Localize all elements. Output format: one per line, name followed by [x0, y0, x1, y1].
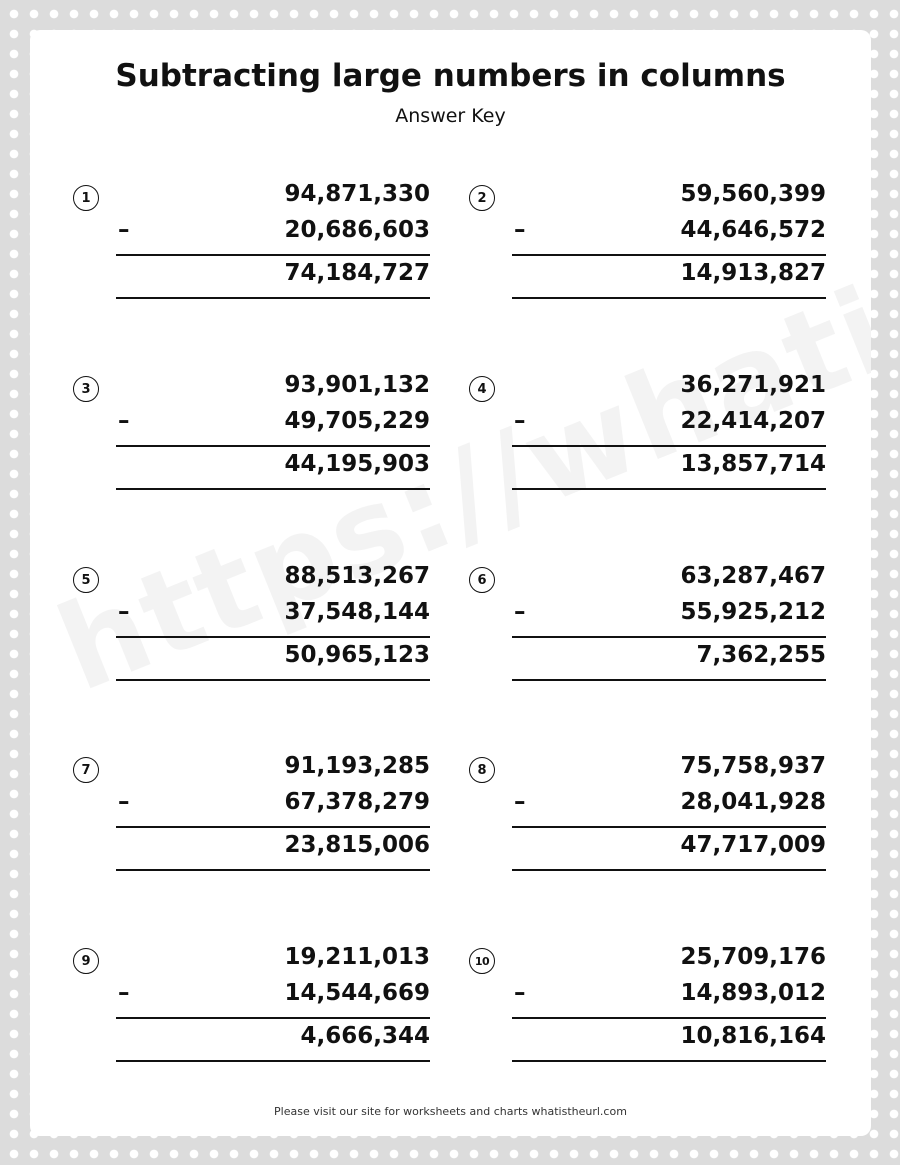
minuend: 91,193,285: [284, 753, 430, 779]
problem-number-badge: 3: [73, 376, 99, 402]
problem-number-badge: 8: [469, 757, 495, 783]
problem-5: [60, 412, 430, 668]
answer-value: 44,195,903: [284, 451, 430, 477]
minus-sign: –: [514, 599, 526, 625]
minuend: 88,513,267: [284, 563, 430, 589]
minuend: 25,709,176: [680, 944, 826, 970]
minus-sign: –: [118, 217, 130, 243]
problem-8: [456, 602, 826, 858]
subtrahend: 37,548,144: [284, 599, 430, 625]
problem-3: [60, 221, 430, 477]
problem-number-badge: 6: [469, 567, 495, 593]
answer-value: 7,362,255: [696, 642, 826, 668]
minus-sign: –: [514, 980, 526, 1006]
minus-sign: –: [514, 217, 526, 243]
problem-6: [456, 412, 826, 668]
minuend: 63,287,467: [680, 563, 826, 589]
answer-rule-top: [512, 1017, 826, 1019]
subtrahend: 14,544,669: [284, 980, 430, 1006]
answer-value: 13,857,714: [680, 451, 826, 477]
minuend: 36,271,921: [680, 372, 826, 398]
problem-number-badge: 2: [469, 185, 495, 211]
answer-value: 74,184,727: [284, 260, 430, 286]
minuend: 19,211,013: [284, 944, 430, 970]
problem-number-badge: 9: [73, 948, 99, 974]
answer-rule-bottom: [116, 1060, 430, 1062]
problem-number-badge: 4: [469, 376, 495, 402]
problem-number-badge: 5: [73, 567, 99, 593]
minus-sign: –: [514, 408, 526, 434]
page-title: Subtracting large numbers in columns: [115, 58, 786, 94]
minus-sign: –: [514, 789, 526, 815]
problem-2: [456, 30, 826, 286]
problem-9: [60, 793, 430, 1049]
footer-note: Please visit our site for worksheets and charts whatistheurl.com: [274, 1105, 627, 1118]
subtrahend: 44,646,572: [680, 217, 826, 243]
subtrahend: 28,041,928: [680, 789, 826, 815]
problem-number-badge: 7: [73, 757, 99, 783]
subtrahend: 22,414,207: [680, 408, 826, 434]
minuend: 59,560,399: [680, 181, 826, 207]
minus-sign: –: [118, 408, 130, 434]
answer-rule-top: [116, 1017, 430, 1019]
problem-10: [456, 793, 826, 1049]
subtrahend: 14,893,012: [680, 980, 826, 1006]
minuend: 94,871,330: [284, 181, 430, 207]
answer-value: 23,815,006: [284, 832, 430, 858]
answer-value: 4,666,344: [300, 1023, 430, 1049]
minus-sign: –: [118, 980, 130, 1006]
subtrahend: 55,925,212: [680, 599, 826, 625]
subtrahend: 20,686,603: [284, 217, 430, 243]
subtrahend: 67,378,279: [284, 789, 430, 815]
minuend: 93,901,132: [284, 372, 430, 398]
page-subtitle: Answer Key: [395, 105, 506, 127]
subtrahend: 49,705,229: [284, 408, 430, 434]
minus-sign: –: [118, 789, 130, 815]
worksheet-page: [30, 30, 871, 1136]
answer-value: 10,816,164: [680, 1023, 826, 1049]
answer-rule-bottom: [512, 1060, 826, 1062]
problem-4: [456, 221, 826, 477]
problem-number-badge: 1: [73, 185, 99, 211]
problem-7: [60, 602, 430, 858]
problem-number-badge: 10: [469, 948, 495, 974]
answer-value: 50,965,123: [284, 642, 430, 668]
problem-1: [60, 30, 430, 286]
minus-sign: –: [118, 599, 130, 625]
minuend: 75,758,937: [680, 753, 826, 779]
answer-value: 47,717,009: [680, 832, 826, 858]
answer-value: 14,913,827: [680, 260, 826, 286]
